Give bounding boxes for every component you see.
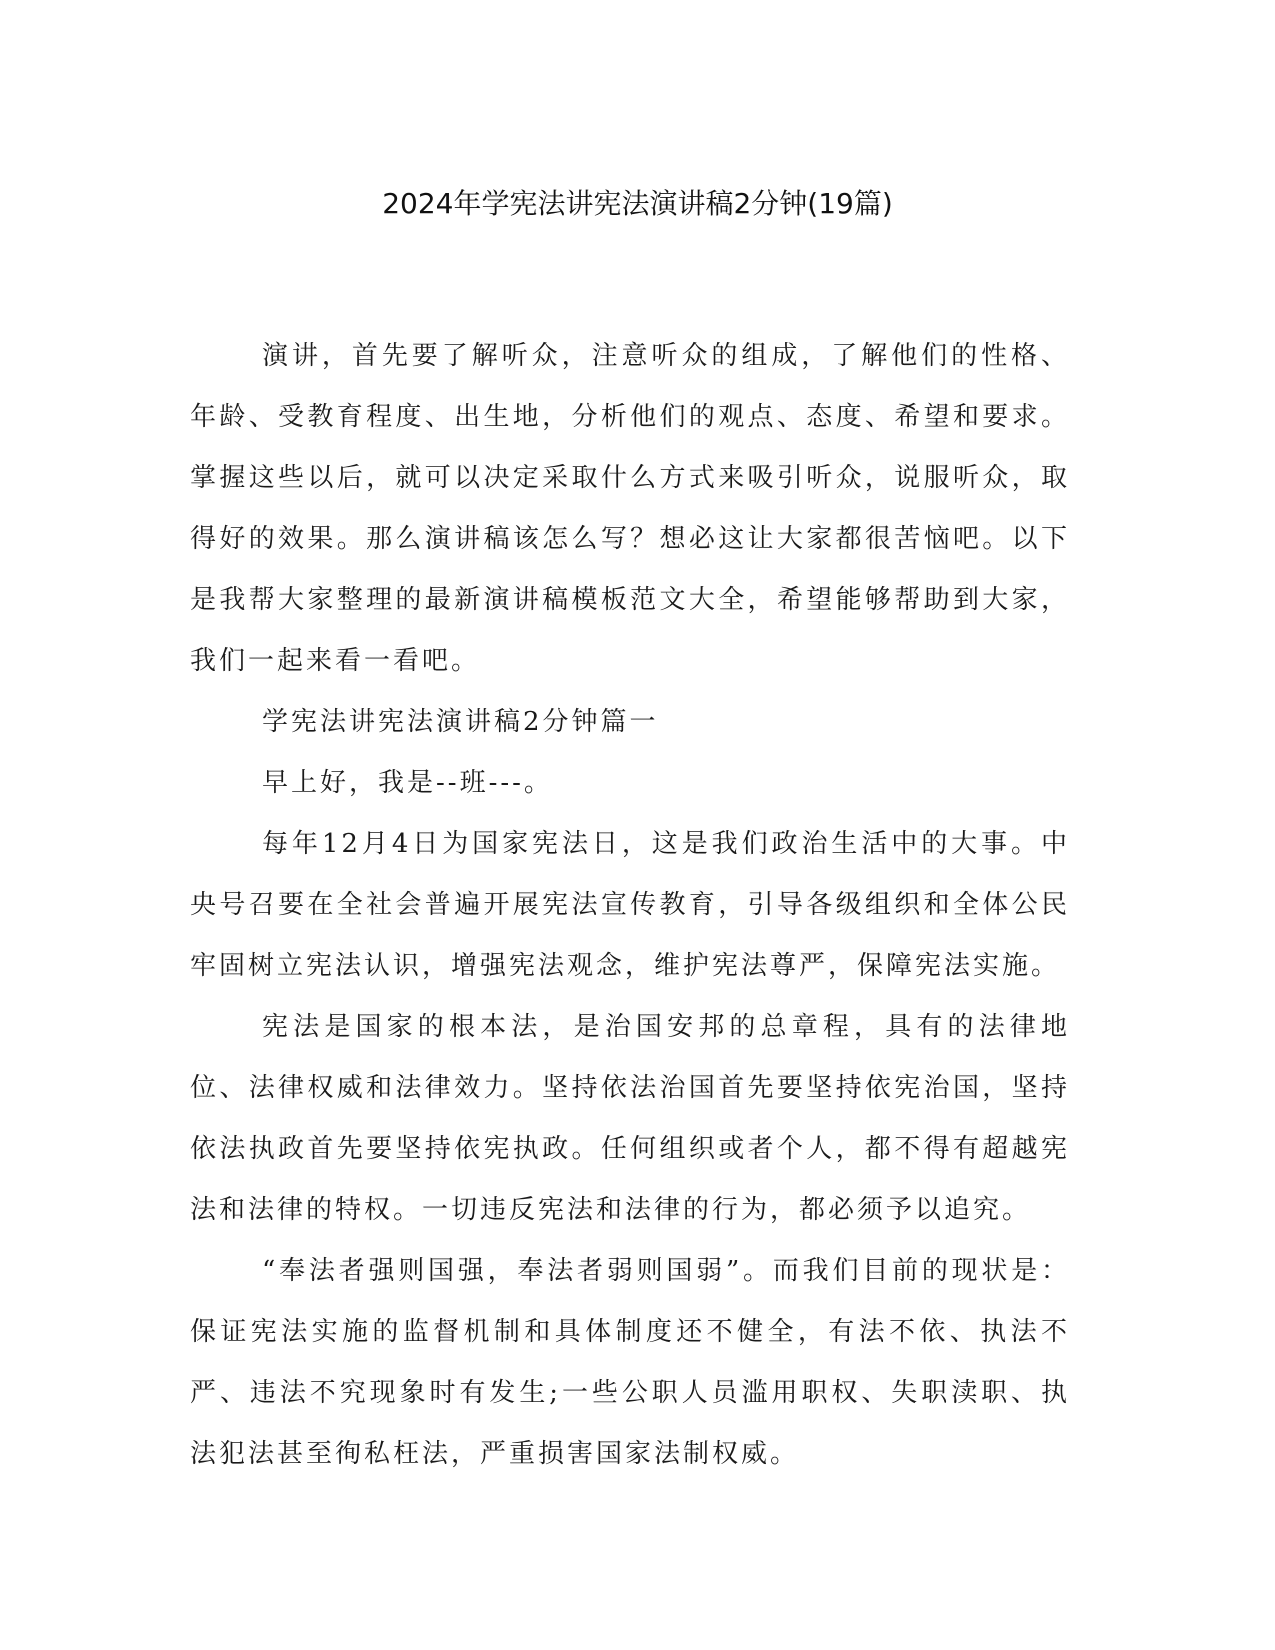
intro-paragraph: 演讲，首先要了解听众，注意听众的组成，了解他们的性格、年龄、受教育程度、出生地，分析他们的观点、态度、希望和要求。掌握这些以后，就可以决定采取什么方式来吸引听众，说服听众，取得好的效果。那么演讲稿该怎么写？想必这让大家都很苦恼吧。以下是我帮大家整理的最新演讲稿模板范文大全，希望能够帮助到大家，我们一起来看一看吧。 [190,341,1070,676]
greeting-paragraph: 早上好，我是--班---。 [262,768,553,798]
document-body [190,326,1070,1485]
body-paragraph-constitution-day: 每年12月4日为国家宪法日，这是我们政治生活中的大事。中央号召要在全社会普遍开展宪法宣传教育，引导各级组织和全体公民牢固树立宪法认识，增强宪法观念，维护宪法尊严，保障宪法实施。 [190,829,1070,981]
body-paragraph-current-situation: “奉法者强则国强，奉法者弱则国弱”。而我们目前的现状是：保证宪法实施的监督机制和具体制度还不健全，有法不依、执法不严、违法不究现象时有发生;一些公职人员滥用职权、失职渎职、执法犯法甚至徇私枉法，严重损害国家法制权威。 [190,1256,1070,1469]
body-paragraph-fundamental-law: 宪法是国家的根本法，是治国安邦的总章程，具有的法律地位、法律权威和法律效力。坚持依法治国首先要坚持依宪治国，坚持依法执政首先要坚持依宪执政。任何组织或者个人，都不得有超越宪法和法律的特权。一切违反宪法和法律的行为，都必须予以追究。 [190,1012,1070,1225]
document-title: 2024年学宪法讲宪法演讲稿2分钟(19篇) [382,187,893,220]
section-heading: 学宪法讲宪法演讲稿2分钟篇一 [262,707,659,737]
